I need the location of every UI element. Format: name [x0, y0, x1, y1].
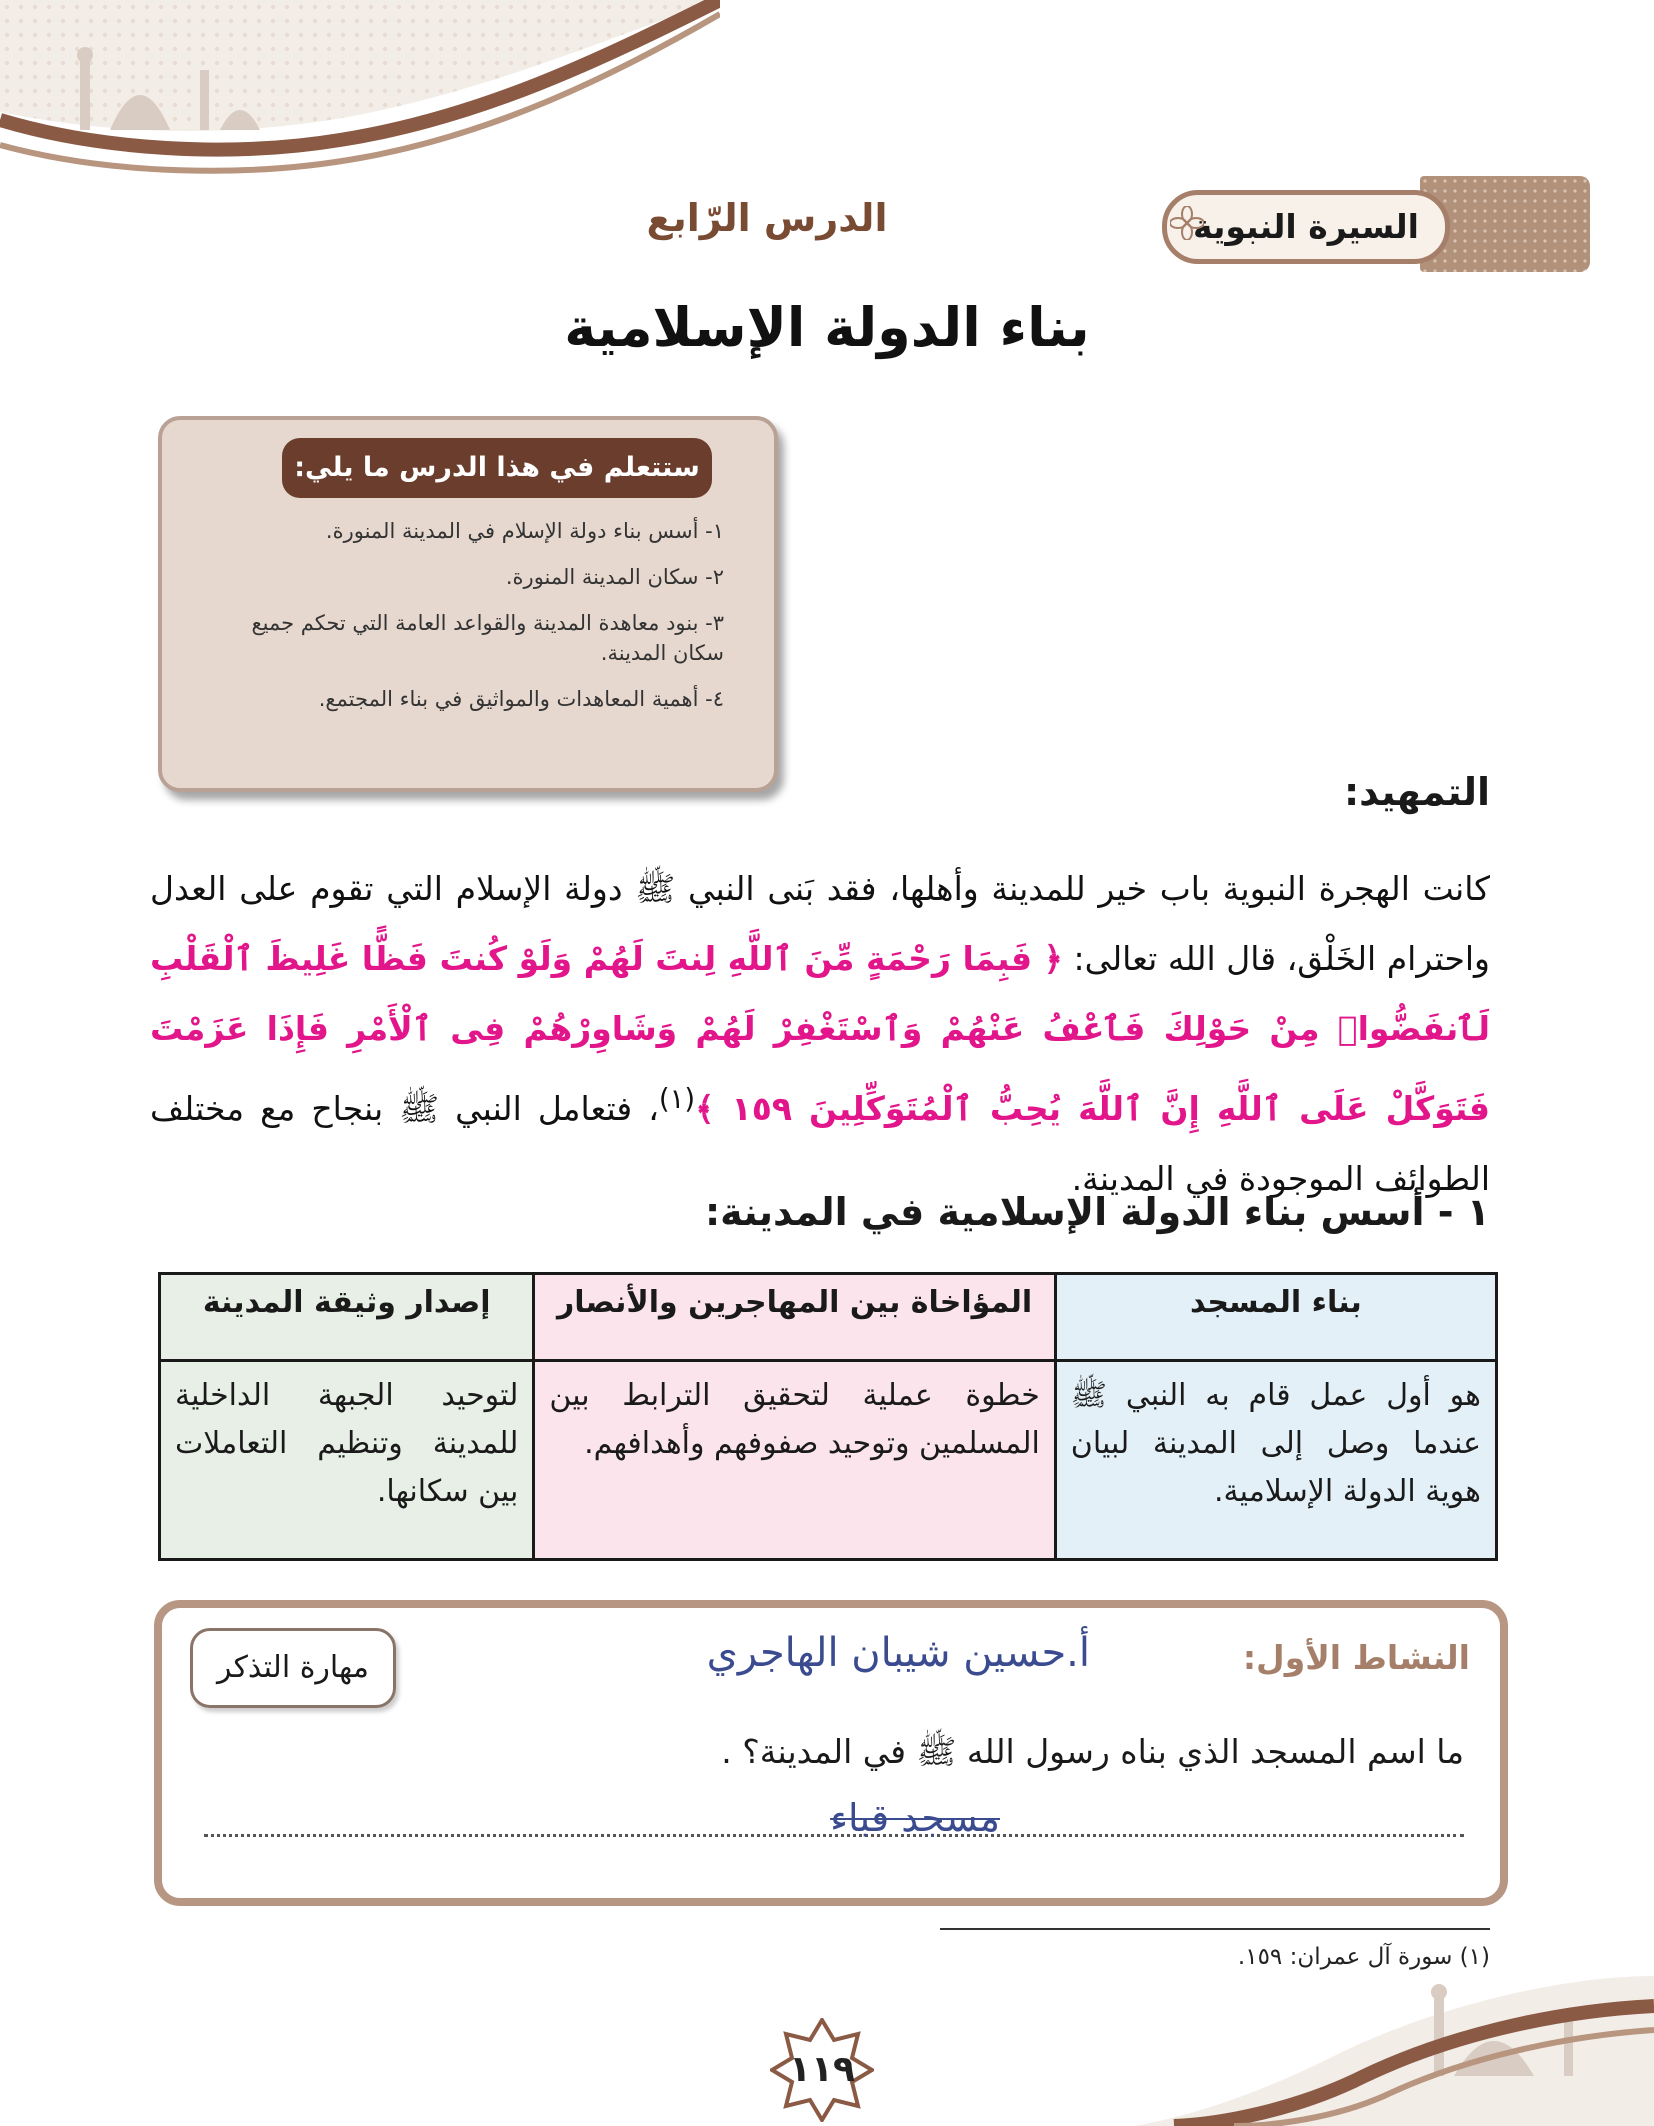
- intro-text-end: ، فتعامل النبي ﷺ بنجاح مع مختلف الطوائف الموجودة في المدينة.: [150, 1089, 1490, 1198]
- objective-item: ٤- أهمية المعاهدات والمواثيق في بناء المجتمع.: [318, 687, 724, 711]
- objectives-heading: ستتعلم في هذا الدرس ما يلي:: [282, 438, 712, 498]
- lesson-title: بناء الدولة الإسلامية: [564, 296, 1090, 359]
- pillars-table: [158, 1272, 1498, 1561]
- table-cell: هو أول عمل قام به النبي ﷺ عندما وصل إلى المدينة لبيان هوية الدولة الإسلامية.: [1055, 1361, 1496, 1560]
- footnote: (١) سورة آل عمران: ١٥٩.: [1237, 1944, 1490, 1970]
- section-heading: ١ - أسس بناء الدولة الإسلامية في المدينة:: [704, 1190, 1490, 1234]
- table-header-cell: إصدار وثيقة المدينة: [160, 1274, 534, 1361]
- objectives-list: [204, 516, 724, 730]
- quran-verse: ﴿ فَبِمَا رَحْمَةٍ مِّنَ ٱللَّهِ لِنتَ لَهُمْ وَلَوْ كُنتَ فَظًّا غَلِيظَ ٱلْقَلْبِ لَٱنفَضُّوا۟ مِنْ حَوْلِكَ فَٱعْفُ عَنْهُمْ وَٱسْتَغْفِرْ لَهُمْ وَشَاوِرْهُمْ فِى ٱلْأَمْرِ فَإِذَا عَزَمْتَ فَتَوَكَّلْ عَلَى ٱللَّهِ إِنَّ ٱللَّهَ يُحِبُّ ٱلْمُتَوَكِّلِينَ ١٥٩ ﴾: [150, 939, 1490, 1128]
- table-header-cell: بناء المسجد: [1055, 1274, 1496, 1361]
- objective-item: ٣- بنود معاهدة المدينة والقواعد العامة التي تحكم جميع سكان المدينة.: [251, 611, 724, 665]
- table-header-cell: المؤاخاة بين المهاجرين والأنصار: [534, 1274, 1055, 1361]
- intro-heading: التمهيد:: [1343, 770, 1490, 814]
- activity-question: ما اسم المسجد الذي بناه رسول الله ﷺ في المدينة؟ .: [721, 1732, 1464, 1771]
- table-cell: لتوحيد الجبهة الداخلية للمدينة وتنظيم التعاملات بين سكانها.: [160, 1361, 534, 1560]
- table-row: [160, 1361, 1497, 1560]
- top-corner-decoration: [0, 0, 720, 190]
- activity-title: النشاط الأول:: [1242, 1638, 1470, 1677]
- page-number-badge: [770, 2018, 874, 2122]
- objectives-box: [158, 416, 778, 792]
- intro-paragraph: [150, 854, 1490, 1214]
- skill-badge: مهارة التذكر: [190, 1628, 396, 1708]
- lesson-label: الدرس الرّابع: [646, 196, 888, 240]
- activity-author: أ.حسين شيبان الهاجري: [706, 1630, 1090, 1676]
- page-number: ١١٩: [789, 2049, 855, 2090]
- table-header-row: [160, 1274, 1497, 1361]
- table-cell: خطوة عملية لتحقيق الترابط بين المسلمين وتوحيد صفوفهم وأهدافهم.: [534, 1361, 1055, 1560]
- activity-box: [154, 1600, 1508, 1906]
- handwritten-answer: مسجد قباء: [830, 1796, 1000, 1840]
- footnote-ref: (١): [658, 1083, 696, 1115]
- objective-item: ٢- سكان المدينة المنورة.: [505, 565, 724, 589]
- section-tab-label: السيرة النبوية: [1162, 190, 1450, 264]
- objective-item: ١- أسس بناء دولة الإسلام في المدينة المنورة.: [325, 519, 724, 543]
- bottom-corner-decoration: [1134, 1966, 1654, 2126]
- footnote-divider: [940, 1928, 1490, 1930]
- intro-text: كانت الهجرة النبوية باب خير للمدينة وأهلها، فقد بَنى النبي ﷺ دولة الإسلام التي تقوم على العدل واحترام الخَلْق، قال الله تعالى:: [150, 869, 1490, 978]
